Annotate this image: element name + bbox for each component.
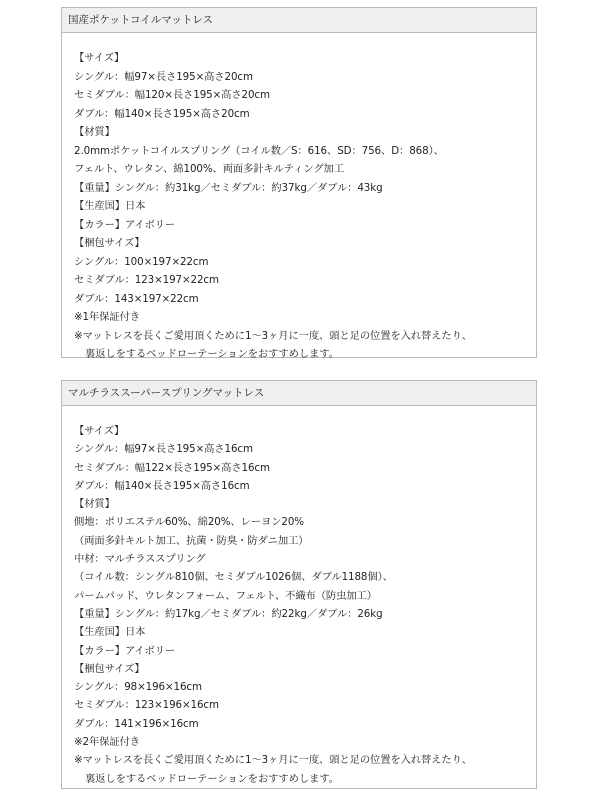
spec-list: [62, 406, 536, 788]
spec-line: 【材質】: [74, 498, 115, 511]
spec-line: ※1年保証付き: [74, 311, 140, 323]
spec-line: 【重量】シングル：約17kg／セミダブル：約22kg／ダブル：26kg: [74, 607, 383, 620]
spec-line: 裏返しをするベッドローテーションをおすすめします。: [85, 348, 339, 360]
spec-line: ダブル：143×197×22cm: [74, 292, 199, 305]
spec-line: 側地：ポリエステル60%、綿20%、レーヨン20%: [74, 516, 304, 529]
spec-line: フェルト、ウレタン、綿100%、両面多針キルティング加工: [74, 163, 344, 175]
panel-title: マルチラススーパースプリングマットレス: [62, 381, 536, 406]
spec-line: セミダブル：123×196×16cm: [74, 699, 219, 712]
spec-line: ※マットレスを長くご愛用頂くために1～3ヶ月に一度、頭と足の位置を入れ替えたり、: [74, 329, 472, 342]
spec-line: パームパッド、ウレタンフォーム、フェルト、不織布（防虫加工）: [74, 589, 377, 602]
spec-line: 【サイズ】: [74, 425, 125, 437]
spec-line: ※マットレスを長くご愛用頂くために1～3ヶ月に一度、頭と足の位置を入れ替えたり、: [74, 754, 472, 767]
spec-line: 【カラー】アイボリー: [74, 644, 176, 657]
spec-line: 【サイズ】: [74, 52, 125, 64]
spec-line: 【カラー】アイボリー: [74, 218, 176, 231]
spec-line: ダブル：幅140×長さ195×高さ16cm: [74, 479, 250, 492]
spec-line: 中材：マルチラススプリング: [74, 553, 206, 566]
spec-line: シングル：100×197×22cm: [74, 255, 209, 268]
spec-line: 【材質】: [74, 126, 115, 138]
spec-line: （コイル数：シングル810個、セミダブル1026個、ダブル1188個）、: [74, 571, 393, 584]
spec-panel-multilath: [61, 380, 537, 789]
spec-line: ダブル：幅140×長さ195×高さ20cm: [74, 107, 250, 120]
spec-line: 【重量】シングル：約31kg／セミダブル：約37kg／ダブル：43kg: [74, 181, 383, 194]
spec-line: ※2年保証付き: [74, 736, 140, 749]
spec-list: [62, 33, 536, 364]
spec-line: シングル：幅97×長さ195×高さ20cm: [74, 70, 253, 83]
spec-line: シングル：幅97×長さ195×高さ16cm: [74, 443, 253, 456]
spec-line: シングル：98×196×16cm: [74, 681, 202, 694]
spec-line: セミダブル：幅122×長さ195×高さ16cm: [74, 461, 270, 474]
spec-line: セミダブル：幅120×長さ195×高さ20cm: [74, 89, 270, 101]
panel-title: 国産ポケットコイルマットレス: [62, 8, 536, 33]
spec-line: セミダブル：123×197×22cm: [74, 274, 219, 286]
spec-line: 【梱包サイズ】: [74, 662, 145, 675]
spec-line: 【生産国】日本: [74, 626, 146, 639]
spec-line: 裏返しをするベッドローテーションをおすすめします。: [85, 772, 339, 785]
spec-line: 2.0mmポケットコイルスプリング（コイル数／S：616、SD：756、D：868）、: [74, 144, 444, 157]
spec-panel-pocket-coil: [61, 7, 537, 358]
spec-line: 【生産国】日本: [74, 200, 146, 212]
spec-line: （両面多針キルト加工、抗菌・防臭・防ダニ加工）: [74, 534, 309, 547]
spec-line: 【梱包サイズ】: [74, 237, 145, 249]
spec-line: ダブル：141×196×16cm: [74, 717, 199, 730]
